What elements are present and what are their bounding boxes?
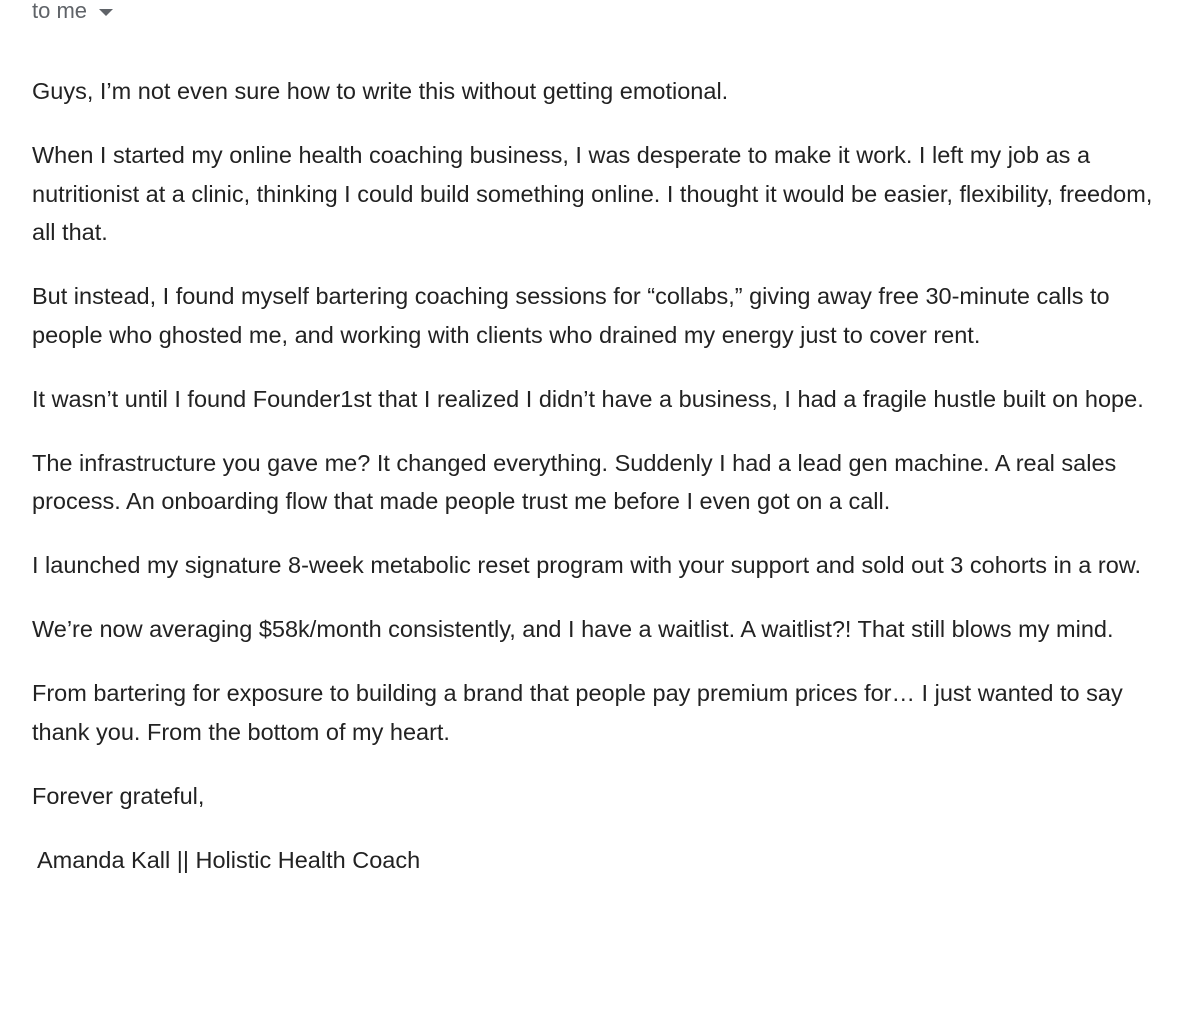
email-body — [32, 72, 1182, 879]
email-closing: Forever grateful, — [32, 782, 205, 809]
caret-down-icon[interactable] — [99, 9, 113, 16]
recipient-label: to me — [32, 0, 88, 23]
email-paragraph: When I started my online health coaching business, I was desperate to make it work. I left my job as a nutritionist at a clinic, thinking I could build something online. I thought it would be easier, flexibility, freedom, all that. — [32, 142, 1153, 245]
email-paragraph: From bartering for exposure to building a brand that people pay premium prices for… I just wanted to say thank you. From the bottom of my heart. — [32, 680, 1123, 745]
email-signature: Amanda Kall || Holistic Health Coach — [37, 846, 421, 873]
email-paragraph: It wasn’t until I found Founder1st that I realized I didn’t have a business, I had a fragile hustle built on hope. — [32, 385, 1144, 412]
email-paragraph: We’re now averaging $58k/month consistently, and I have a waitlist. A waitlist?! That still blows my mind. — [32, 616, 1114, 642]
email-paragraph: I launched my signature 8-week metabolic reset program with your support and sold out 3 cohorts in a row. — [32, 552, 1141, 578]
email-paragraph: Guys, I’m not even sure how to write this without getting emotional. — [32, 78, 729, 104]
recipient-details-toggle[interactable] — [32, 0, 113, 26]
email-paragraph: The infrastructure you gave me? It changed everything. Suddenly I had a lead gen machine. A real sales process. An onboarding flow that made people trust me before I even got on a call. — [32, 449, 1117, 514]
email-paragraph: But instead, I found myself bartering coaching sessions for “collabs,” giving away free 30-minute calls to people who ghosted me, and working with clients who drained my energy just to cover rent. — [32, 283, 1110, 348]
